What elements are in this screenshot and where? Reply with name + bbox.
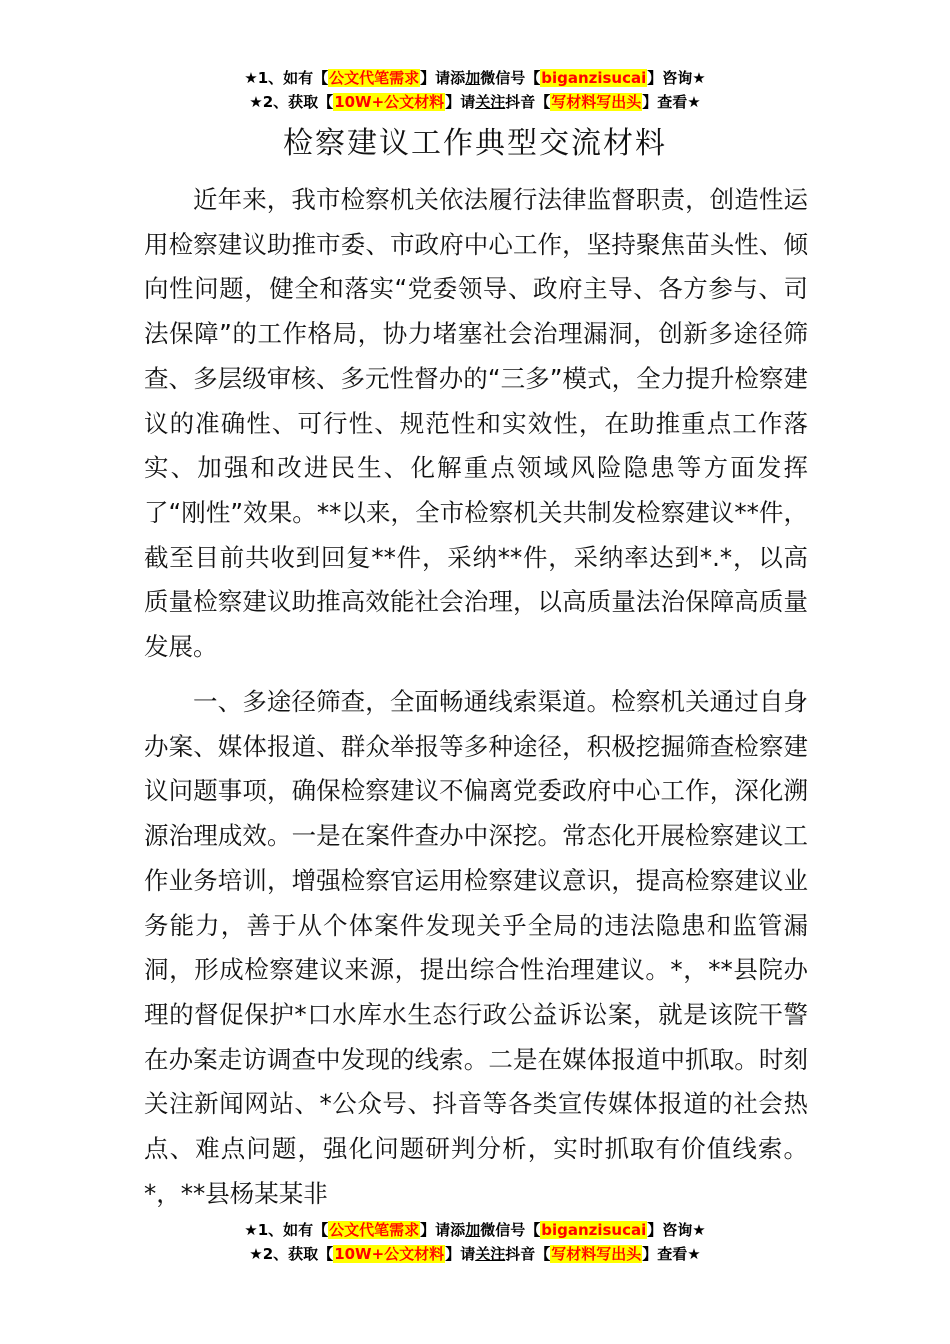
footer-highlight-douyin: 写材料写出头 bbox=[551, 1245, 642, 1263]
footer-line-1-text: 】请添 bbox=[420, 1221, 466, 1239]
footer-banner bbox=[0, 1218, 950, 1266]
footer-line-1-underlined: 加 bbox=[465, 1221, 481, 1239]
header-line-2-text: 】请 bbox=[445, 93, 476, 111]
header-line-1-suffix: 】咨询★ bbox=[647, 69, 706, 87]
footer-highlight-materials: 10W+公文材料 bbox=[334, 1245, 445, 1263]
footer-line-1-prefix: ★1、如有【 bbox=[244, 1221, 329, 1239]
document-title: 检察建议工作典型交流材料 bbox=[283, 126, 667, 161]
header-line-1 bbox=[0, 66, 950, 90]
header-banner bbox=[0, 66, 950, 114]
footer-highlight-service: 公文代笔需求 bbox=[329, 1221, 420, 1239]
paragraph-intro: 近年来，我市检察机关依法履行法律监督职责，创造性运用检察建议助推市委、市政府中心工作，坚持聚焦苗头性、倾向性问题，健全和落实“党委领导、政府主导、各方参与、司法保障”的工作格局，协力堵塞社会治理漏洞，创新多途径筛查、多层级审核、多元性督办的“三多”模式，全力提升检察建议的准确性、可行性、规范性和实效性，在助推重点工作落实、加强和改进民生、化解重点领域风险隐患等方面发挥了“刚性”效果。**以来，全市检察机关共制发检察建议**件，截至目前共收到回复**件，采纳**件，采纳率达到*.*，以高质量检察建议助推高效能社会治理，以高质量法治保障高质量发展。 bbox=[144, 185, 808, 662]
header-line-1-text-2: 微信号【 bbox=[480, 69, 541, 87]
header-line-2-prefix: ★2、获取【 bbox=[249, 93, 334, 111]
header-highlight-douyin: 写材料写出头 bbox=[551, 93, 642, 111]
footer-line-2-prefix: ★2、获取【 bbox=[249, 1245, 334, 1263]
header-line-1-prefix: ★1、如有【 bbox=[244, 69, 329, 87]
header-highlight-wechat-id: biganzisucai bbox=[541, 69, 647, 87]
paragraph-section-1: 一、多途径筛查，全面畅通线索渠道。检察机关通过自身办案、媒体报道、群众举报等多种途径，积极挖掘筛查检察建议问题事项，确保检察建议不偏离党委政府中心工作，深化溯源治理成效。一是在案件查办中深挖。常态化开展检察建议工作业务培训，增强检察官运用检察建议意识，提高检察建议业务能力，善于从个体案件发现关乎全局的违法隐患和监管漏洞，形成检察建议来源，提出综合性治理建议。*，**县院办理的督促保护*口水库水生态行政公益诉讼案，就是该院干警在办案走访调查中发现的线索。二是在媒体报道中抓取。时刻关注新闻网站、*公众号、抖音等各类宣传媒体报道的社会热点、难点问题，强化问题研判分析，实时抓取有价值线索。*，**县杨某某非 bbox=[144, 687, 808, 1208]
footer-line-2-text-2: 抖音【 bbox=[505, 1245, 551, 1263]
footer-line-1-suffix: 】咨询★ bbox=[647, 1221, 706, 1239]
footer-line-2-underlined: 关注 bbox=[475, 1245, 506, 1263]
header-line-2-underlined: 关注 bbox=[475, 93, 506, 111]
footer-line-2-suffix: 】查看★ bbox=[642, 1245, 701, 1263]
footer-highlight-wechat-id: biganzisucai bbox=[541, 1221, 647, 1239]
header-highlight-service: 公文代笔需求 bbox=[329, 69, 420, 87]
footer-line-2 bbox=[0, 1242, 950, 1266]
footer-line-1-text-2: 微信号【 bbox=[480, 1221, 541, 1239]
header-line-2-suffix: 】查看★ bbox=[642, 93, 701, 111]
footer-line-2-text: 】请 bbox=[445, 1245, 476, 1263]
header-line-1-text: 】请添 bbox=[420, 69, 466, 87]
header-line-2-text-2: 抖音【 bbox=[505, 93, 551, 111]
header-line-2 bbox=[0, 90, 950, 114]
header-line-1-underlined: 加 bbox=[465, 69, 481, 87]
footer-line-1 bbox=[0, 1218, 950, 1242]
header-highlight-materials: 10W+公文材料 bbox=[334, 93, 445, 111]
